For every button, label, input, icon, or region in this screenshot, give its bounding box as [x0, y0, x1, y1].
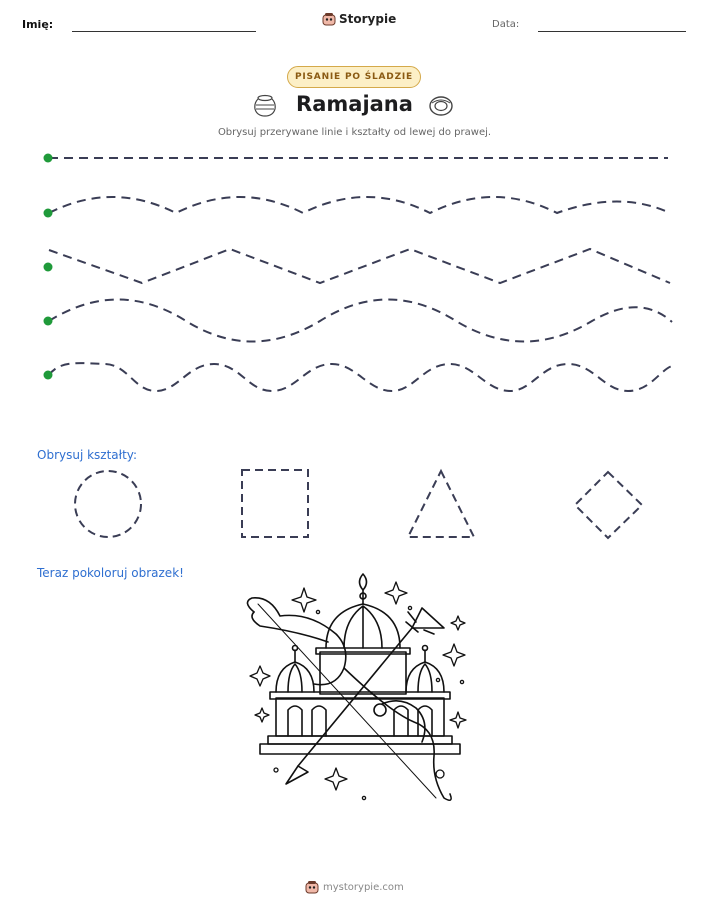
- palace-central-dome: [316, 574, 410, 694]
- arrow: [286, 608, 444, 784]
- page-title: Ramajana: [296, 92, 413, 116]
- instructions: Obrysuj przerywane linie i kształty od lewej do prawej.: [217, 127, 492, 138]
- shape-square[interactable]: [242, 470, 308, 537]
- palace-right-dome: [406, 646, 444, 693]
- coloring-heading: Teraz pokoloruj obrazek!: [37, 566, 184, 580]
- date-label: Data:: [492, 19, 520, 30]
- shapes-heading: Obrysuj kształty:: [37, 448, 138, 462]
- palace-left-dome: [276, 646, 314, 693]
- activity-badge: PISANIE PO ŚLADZIE: [287, 66, 421, 88]
- brand-name: Storypie: [339, 12, 397, 26]
- shape-diamond[interactable]: [575, 472, 642, 538]
- footer-url[interactable]: mystorypie.com: [323, 881, 404, 893]
- shape-circle[interactable]: [75, 471, 141, 537]
- footer: [305, 880, 404, 894]
- palace-base: [260, 692, 460, 754]
- coloring-picture[interactable]: [240, 572, 470, 812]
- name-label: Imię:: [22, 18, 54, 31]
- storypie-mascot-icon: [305, 880, 319, 894]
- shape-triangle[interactable]: [408, 471, 474, 537]
